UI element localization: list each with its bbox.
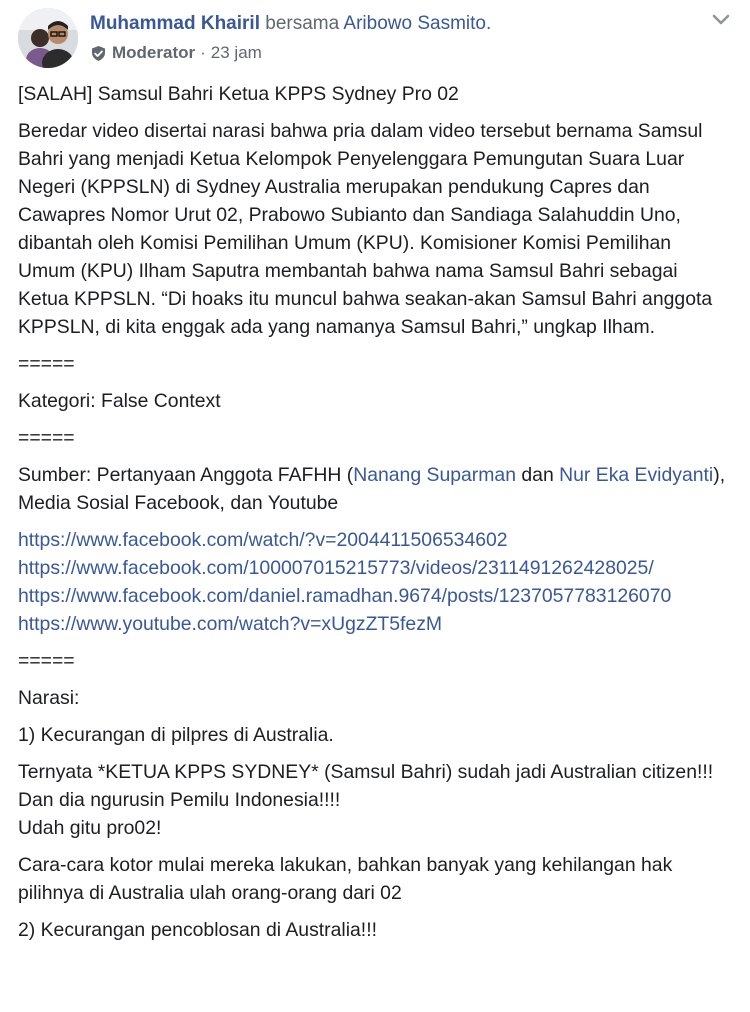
author-line bbox=[90, 12, 491, 36]
moderator-label: Moderator bbox=[112, 43, 196, 62]
url-link[interactable]: https://www.facebook.com/100007015215773/videos/2311491262428025/ bbox=[18, 557, 654, 579]
source-text bbox=[18, 461, 732, 517]
url-link[interactable]: https://www.youtube.com/watch?v=xUgzZT5fezM bbox=[18, 613, 443, 635]
post-header bbox=[18, 8, 732, 68]
tagged-user-link[interactable]: Aribowo Sasmito. bbox=[343, 13, 492, 34]
divider-text: ===== bbox=[18, 353, 75, 375]
narasi-item: 1) Kecurangan di pilpres di Australia. bbox=[18, 724, 334, 746]
url-link[interactable]: https://www.facebook.com/watch/?v=2004411506534602 bbox=[18, 529, 508, 551]
post-paragraph: Beredar video disertai narasi bahwa pria dalam video tersebut bernama Samsul Bahri yang menjadi Ketua Kelompok Penyelenggara Pemungutan Suara Luar Negeri (KPPSLN) di Sydney Australia merupakan pendukung Capres dan Cawapres Nomor Urut 02, Prabowo Subianto dan Sandiaga Salahuddin Uno, dibantah oleh Komisi Pemilihan Umum (KPU). Komisioner Komisi Pemilihan Umum (KPU) Ilham Saputra membantah bahwa nama Samsul Bahri sebagai Ketua KPPSLN. “Di hoaks itu muncul bahwa seakan-akan Samsul Bahri anggota KPPSLN, di kita enggak ada yang namanya Samsul Bahri,” ungkap Ilham. bbox=[18, 120, 713, 338]
meta-separator: · bbox=[200, 43, 206, 62]
narasi-line: Udah gitu pro02! bbox=[18, 817, 162, 839]
divider-text: ===== bbox=[18, 427, 75, 449]
narasi-label: Narasi: bbox=[18, 687, 80, 709]
avatar[interactable] bbox=[18, 8, 78, 68]
source-link-nanang[interactable]: Nanang Suparman bbox=[353, 464, 516, 486]
divider-text: ===== bbox=[18, 650, 75, 672]
post-timestamp[interactable]: 23 jam bbox=[210, 43, 262, 62]
author-name-link[interactable]: Muhammad Khairil bbox=[90, 13, 260, 34]
narasi-item: 2) Kecurangan pencoblosan di Australia!!! bbox=[18, 919, 377, 941]
source-link-nur-eka[interactable]: Nur Eka Evidyanti bbox=[559, 464, 714, 486]
post-meta bbox=[90, 42, 262, 64]
url-link[interactable]: https://www.facebook.com/daniel.ramadhan.9674/posts/1237057783126070 bbox=[18, 585, 672, 607]
narasi-paragraph: Cara-cara kotor mulai mereka lakukan, bahkan banyak yang kehilangan hak pilihnya di Australia ulah orang-orang dari 02 bbox=[18, 854, 673, 904]
post-options-chevron-down-icon[interactable] bbox=[710, 8, 732, 30]
moderator-badge-icon bbox=[90, 45, 107, 62]
url-list bbox=[18, 526, 732, 638]
post-body bbox=[18, 80, 732, 953]
source-and: dan bbox=[515, 464, 560, 486]
post-title: [SALAH] Samsul Bahri Ketua KPPS Sydney Pro 02 bbox=[18, 83, 459, 105]
narasi-line: Ternyata *KETUA KPPS SYDNEY* (Samsul Bahri) sudah jadi Australian citizen!!! bbox=[18, 761, 714, 783]
source-suffix: ), Media Sosial Facebook, dan Youtube bbox=[18, 464, 726, 514]
narasi-block bbox=[18, 758, 732, 842]
source-prefix: Sumber: Pertanyaan Anggota FAFHH ( bbox=[18, 464, 354, 486]
narasi-line: Dan dia ngurusin Pemilu Indonesia!!!! bbox=[18, 789, 341, 811]
category-text: Kategori: False Context bbox=[18, 390, 221, 412]
with-text: bersama bbox=[265, 13, 340, 34]
